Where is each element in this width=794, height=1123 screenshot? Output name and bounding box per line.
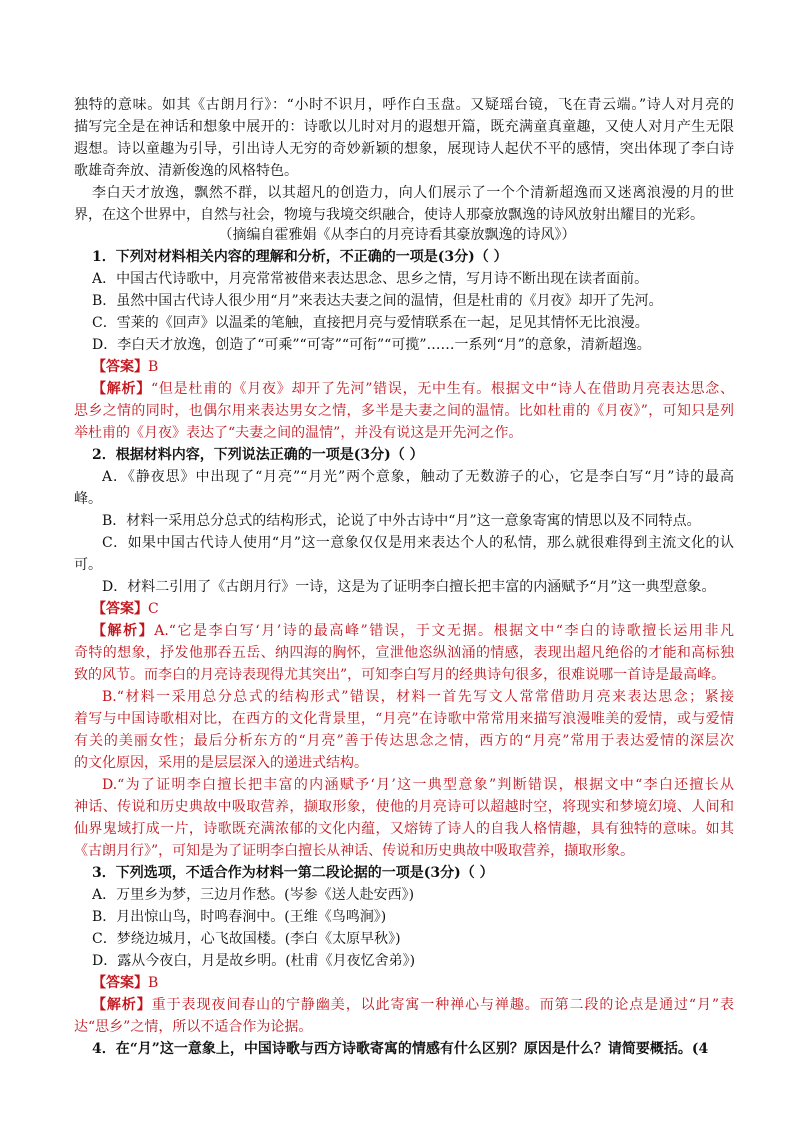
q1-analysis-line	[92, 378, 734, 400]
analysis-tag: 【解析】	[92, 623, 155, 639]
q2-option-a: A．《静夜思》中出现了“月亮”“月光”两个意象，触动了无数游子的心，它是李白写“月”诗的最高	[102, 469, 734, 485]
analysis-text: 重于表现夜间春山的宁静幽美，以此寄寓一种禅心与禅趣。而第二段的论点是通过“月”表	[151, 997, 734, 1013]
q2-analysis-line: 有关的美丽女性；最后分析东方的“月亮”善于传达思念之情，西方的“月亮”常用于表达爱情的深层次	[74, 733, 734, 749]
analysis-text: “但是杜甫的《月夜》却开了先河”错误，无中生有。根据文中“诗人在借助月亮表达思念、	[150, 381, 734, 397]
passage-line: 歌雄奇奔放、清新俊逸的风格特色。	[74, 163, 298, 179]
q2-analysis-line: 奇特的想象，抒发他那吞五岳、纳四海的胸怀，宣泄他恣纵汹涌的情感，表现出超凡绝俗的才能和高标独	[74, 645, 734, 661]
q2-option-d: D．材料二引用了《古朗月行》一诗，这是为了证明李白擅长把丰富的内涵赋予“月”这一典型意象。	[102, 579, 716, 595]
q2-analysis-line: D.“为了证明李白擅长把丰富的内涵赋予‘月’这一典型意象”判断错误，根据文中“李白还擅长从	[102, 777, 734, 793]
q2-analysis-line: 的文化原因，采用的是层层深入的递进式结构。	[74, 755, 368, 771]
q1-analysis-line: 举杜甫的《月夜》表达了“夫妻之间的温情”，并没有说这是开先河之作。	[74, 425, 523, 441]
q1-answer	[92, 356, 734, 378]
answer-tag: 【答案】	[92, 601, 148, 617]
answer-value: B	[148, 359, 159, 375]
q2-analysis-line: 仙界鬼域打成一片，诗歌既充满浓郁的文化内蕴，又熔铸了诗人的自我人格情趣，具有独特的意味。如其	[74, 821, 734, 837]
analysis-tag: 【解析】	[92, 381, 151, 397]
q3-option-d: D．露从今夜白，月是故乡明。(杜甫《月夜忆舍弟》)	[92, 953, 416, 969]
answer-value: B	[148, 975, 159, 991]
answer-tag: 【答案】	[92, 975, 148, 991]
q2-analysis-line	[92, 620, 734, 642]
q2-analysis-line: 致的风节。而李白的月亮诗表现得尤其突出”，可知李白写月的经典诗句很多，很难说哪一首诗是最高峰。	[74, 667, 726, 683]
question-4-stem: 4．在“月”这一意象上，中国诗歌与西方诗歌寄寓的情感有什么区别？原因是什么？请简要概括。(4	[92, 1041, 709, 1057]
question-3-stem: 3．下列选项，不适合作为材料一第二段论据的一项是(3分)（ ）	[92, 865, 494, 881]
q3-analysis-line: 达“思乡”之情，所以不适合作为论据。	[74, 1019, 313, 1035]
q2-option-b: B．材料一采用总分总式的结构形式，论说了中外古诗中“月”这一意象寄寓的情思以及不同特点。	[102, 513, 701, 529]
passage-line: 描写完全是在神话和想象中展开的：诗歌以儿时对月的遐想开篇，既充满童真童趣，又使人对月产生无限	[74, 119, 734, 135]
q1-option-a: A．中国古代诗歌中，月亮常常被借来表达思念、思乡之情，写月诗不断出现在读者面前。	[92, 271, 649, 287]
q3-analysis-line	[92, 994, 734, 1016]
q2-option-a-cont: 峰。	[74, 491, 102, 507]
passage-line: 遐想。诗以童趣为引导，引出诗人无穷的奇妙新颖的想象，展现诗人起伏不平的感情，突出体现了李白诗	[74, 141, 734, 157]
q2-analysis-line: 着写与中国诗歌相对比，在西方的文化背景里，“月亮”在诗歌中常常用来描写浪漫唯美的爱情，或与爱情	[74, 711, 734, 727]
question-1-stem: 1．下列对材料相关内容的理解和分析，不正确的一项是(3分)（ ）	[92, 249, 508, 265]
q2-analysis-line: 《古朗月行》”，可知是为了证明李白擅长从神话、传说和历史典故中吸取营养，撷取形象。	[74, 843, 635, 859]
q1-option-b: B．虽然中国古代诗人很少用“月”来表达夫妻之间的温情，但是杜甫的《月夜》却开了先河。	[92, 293, 663, 309]
q3-option-a: A．万里乡为梦，三边月作愁。(岑参《送人赴安西》)	[92, 887, 415, 903]
q3-option-b: B．月出惊山鸟，时鸣春涧中。(王维《鸟鸣涧》)	[92, 909, 387, 925]
answer-tag: 【答案】	[92, 359, 148, 375]
q1-option-d: D．李白天才放逸，创造了“可乘”“可寄”“可衔”“可揽”……一系列“月”的意象，清新超逸。	[92, 337, 651, 353]
q2-option-c-cont: 可。	[74, 557, 102, 573]
passage-line: 李白天才放逸，飘然不群，以其超凡的创造力，向人们展示了一个个清新超逸而又迷离浪漫的月的世	[92, 185, 734, 201]
passage-line: 界，在这个世界中，自然与社会，物境与我境交织融合，使诗人那豪放飘逸的诗风放射出耀目的光彩。	[74, 207, 704, 223]
q3-option-c: C．梦绕边城月，心飞故国楼。(李白《太原早秋》)	[92, 931, 401, 947]
question-2-stem: 2．根据材料内容，下列说法正确的一项是(3分)（ ）	[92, 447, 424, 463]
q1-option-c: C．雪莱的《回声》以温柔的笔触，直接把月亮与爱情联系在一起，足见其情怀无比浪漫。	[92, 315, 649, 331]
passage-source: （摘编自霍雅娟《从李白的月亮诗看其豪放飘逸的诗风》）	[218, 227, 576, 243]
analysis-tag: 【解析】	[92, 997, 152, 1013]
q2-analysis-line: 神话、传说和历史典故中吸取营养，撷取形象，使他的月亮诗可以超越时空，将现实和梦境幻境、人间和	[74, 799, 734, 815]
q2-option-c: C．如果中国古代诗人使用“月”这一意象仅仅是用来表达个人的私情，那么就很难得到主流文化的认	[102, 535, 734, 551]
q2-answer	[92, 598, 734, 620]
answer-value: C	[148, 601, 159, 617]
q1-analysis-line: 思乡之情的同时，也偶尔用来表达男女之情，多半是夫妻之间的温情。比如杜甫的《月夜》”，可知只是列	[74, 403, 734, 419]
q3-answer	[92, 972, 734, 994]
q2-analysis-line: B.“材料一采用总分总式的结构形式”错误，材料一首先写文人常常借助月亮来表达思念；紧接	[102, 689, 734, 705]
passage-line: 独特的意味。如其《古朗月行》：“小时不识月，呼作白玉盘。又疑瑶台镜，飞在青云端。”诗人对月亮的	[74, 97, 734, 113]
analysis-text: A.“它是李白写‘月’诗的最高峰”错误，于文无据。根据文中“李白的诗歌擅长运用非凡	[154, 623, 734, 639]
